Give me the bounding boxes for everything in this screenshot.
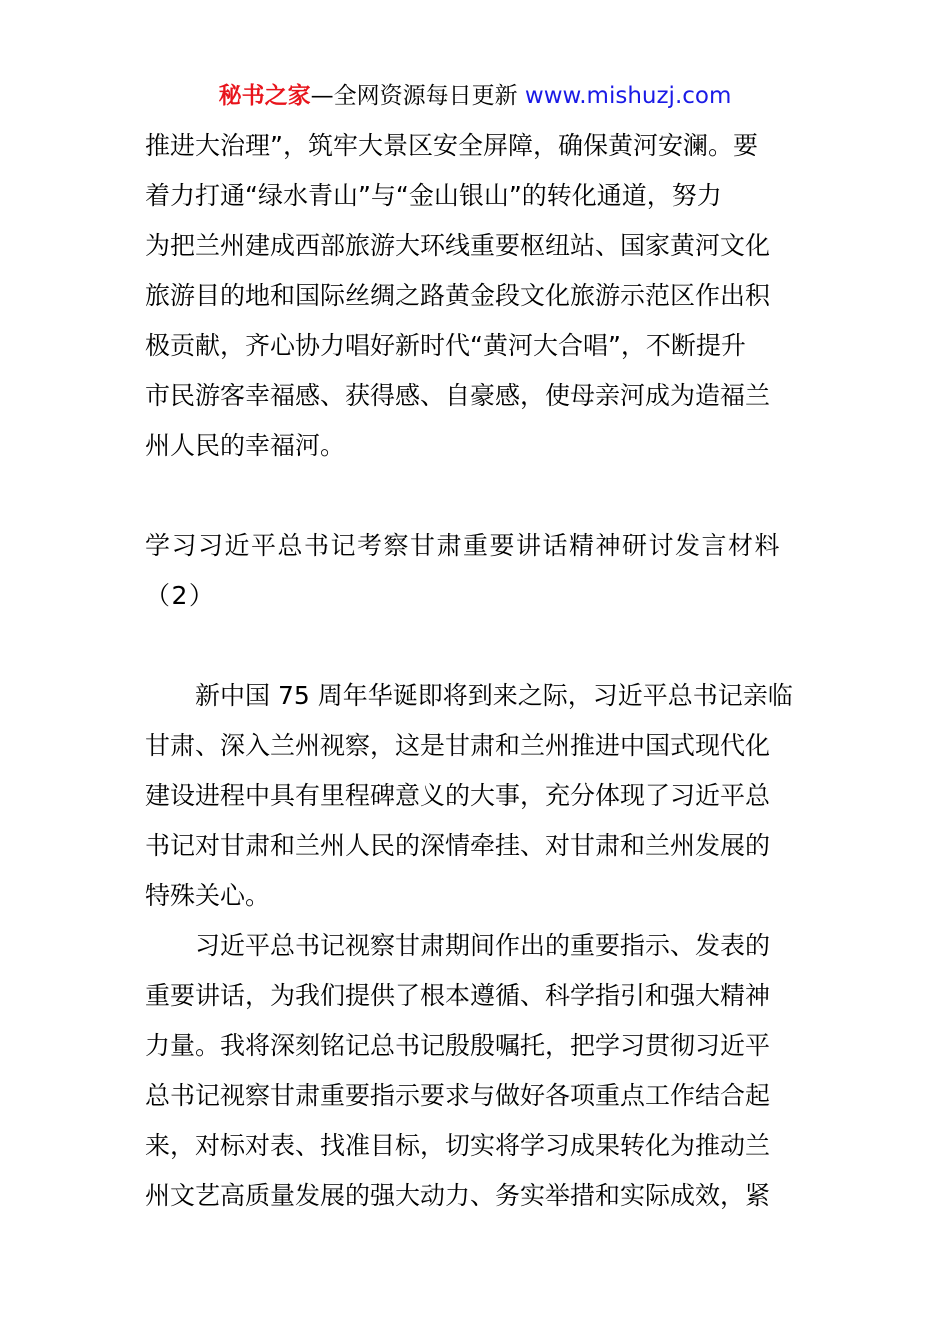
text-line: 书记对甘肃和兰州人民的深情牵挂、对甘肃和兰州发展的 xyxy=(145,831,771,860)
site-header xyxy=(0,80,950,112)
text-line: 市民游客幸福感、获得感、自豪感，使母亲河成为造福兰 xyxy=(145,381,771,410)
text-line: 州文艺高质量发展的强大动力、务实举措和实际成效，紧 xyxy=(145,1181,771,1210)
text-line: 极贡献，齐心协力唱好新时代“黄河大合唱”，不断提升 xyxy=(145,331,746,360)
section-title xyxy=(145,521,810,621)
text-line: 甘肃、深入兰州视察，这是甘肃和兰州推进中国式现代化 xyxy=(145,731,771,760)
text-line: 特殊关心。 xyxy=(145,881,271,910)
site-brand: 秘书之家 xyxy=(218,83,311,109)
text-line: 总书记视察甘肃重要指示要求与做好各项重点工作结合起 xyxy=(145,1081,771,1110)
section-title-line: （2） xyxy=(145,581,216,610)
text-line: 为把兰州建成西部旅游大环线重要枢纽站、国家黄河文化 xyxy=(145,231,771,260)
site-url-link[interactable]: www.mishuzj.com xyxy=(524,83,732,109)
text-line: 新中国 75 周年华诞即将到来之际，习近平总书记亲临 xyxy=(145,681,793,710)
text-line: 旅游目的地和国际丝绸之路黄金段文化旅游示范区作出积 xyxy=(145,281,771,310)
continued-paragraph xyxy=(145,121,810,471)
site-tagline: —全网资源每日更新 xyxy=(310,83,518,109)
text-line: 力量。我将深刻铭记总书记殷殷嘱托，把学习贯彻习近平 xyxy=(145,1031,771,1060)
body-paragraphs xyxy=(145,671,810,1221)
text-line: 州人民的幸福河。 xyxy=(145,431,346,460)
text-line: 建设进程中具有里程碑意义的大事，充分体现了习近平总 xyxy=(145,781,771,810)
section-title-line: 学习习近平总书记考察甘肃重要讲话精神研讨发言材料 xyxy=(145,531,782,560)
text-line: 着力打通“绿水青山”与“金山银山”的转化通道，努力 xyxy=(145,181,722,210)
text-line: 习近平总书记视察甘肃期间作出的重要指示、发表的 xyxy=(145,931,771,960)
text-line: 来，对标对表、找准目标，切实将学习成果转化为推动兰 xyxy=(145,1131,771,1160)
text-line: 推进大治理”，筑牢大景区安全屏障，确保黄河安澜。要 xyxy=(145,131,758,160)
text-line: 重要讲话，为我们提供了根本遵循、科学指引和强大精神 xyxy=(145,981,771,1010)
